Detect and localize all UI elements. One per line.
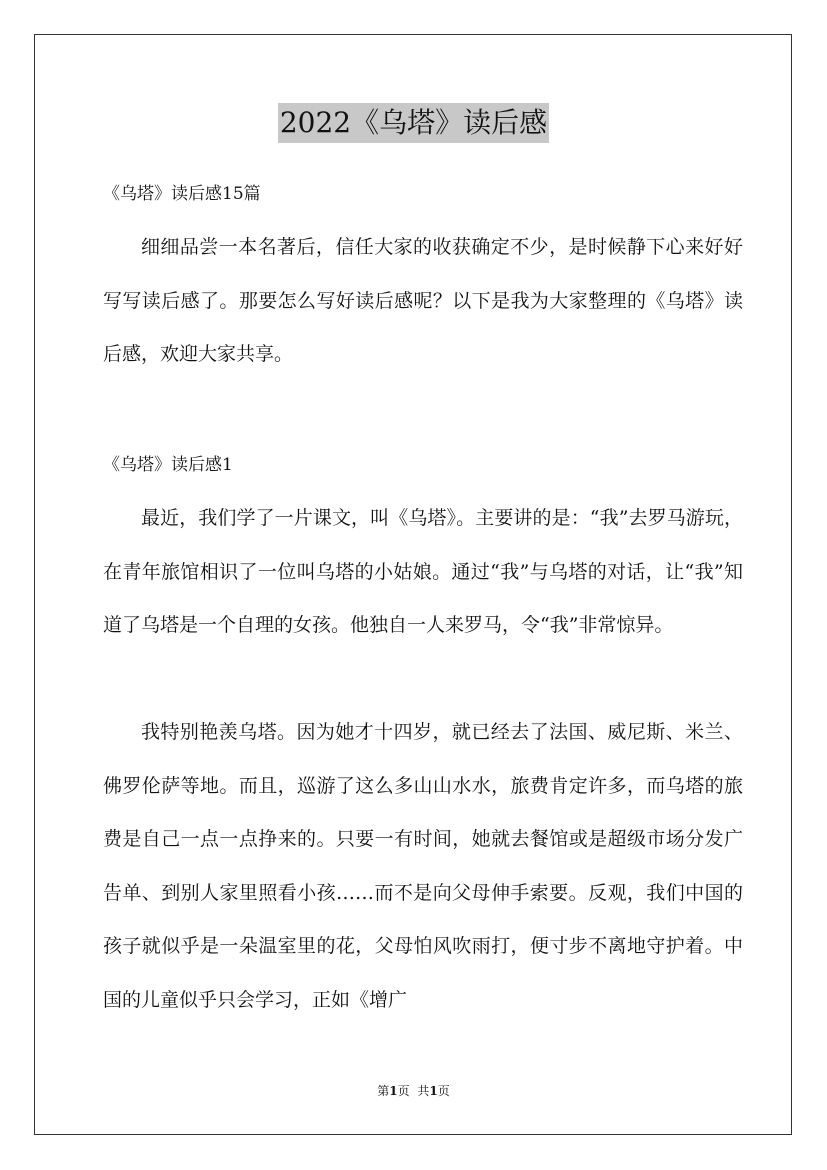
- footer-page-prefix: 第: [377, 1084, 390, 1098]
- footer-total-number: 1: [429, 1084, 438, 1098]
- footer-total-suffix: 页: [437, 1084, 450, 1098]
- section-1-heading: 《乌塔》读后感1: [103, 455, 233, 475]
- footer-page-number: 1: [389, 1084, 398, 1098]
- footer-total-prefix: 共: [417, 1084, 430, 1098]
- page-footer: [0, 1083, 827, 1099]
- section-1-paragraph-2: 我特别艳羡乌塔。因为她才十四岁，就已经去了法国、威尼斯、米兰、佛罗伦萨等地。而且，巡游了这么多山山水水，旅费肯定许多，而乌塔的旅费是自己一点一点挣来的。只要一有时间，她就去餐馆或是超级市场分发广告单、到别人家里照看小孩……而不是向父母伸手索要。反观，我们中国的孩子就似乎是一朵温室里的花，父母怕风吹雨打，便寸步不离地守护着。中国的儿童似乎只会学习，正如《增广: [103, 721, 743, 1011]
- intro-paragraph: 细细品尝一本名著后，信任大家的收获确定不少，是时候静下心来好好写写读后感了。那要怎么写好读后感呢？以下是我为大家整理的《乌塔》读后感，欢迎大家共享。: [103, 236, 743, 365]
- document-title-container: [0, 103, 827, 143]
- section-1-paragraph-1: 最近，我们学了一片课文，叫《乌塔》。主要讲的是：“我”去罗马游玩，在青年旅馆相识了一位叫乌塔的小姑娘。通过“我”与乌塔的对话，让“我”知道了乌塔是一个自理的女孩。他独自一人来罗马，令“我”非常惊异。: [103, 507, 743, 636]
- document-title: 2022《乌塔》读后感: [278, 103, 549, 143]
- footer-page-suffix: 页: [397, 1084, 410, 1098]
- collection-heading: 《乌塔》读后感15篇: [103, 184, 261, 204]
